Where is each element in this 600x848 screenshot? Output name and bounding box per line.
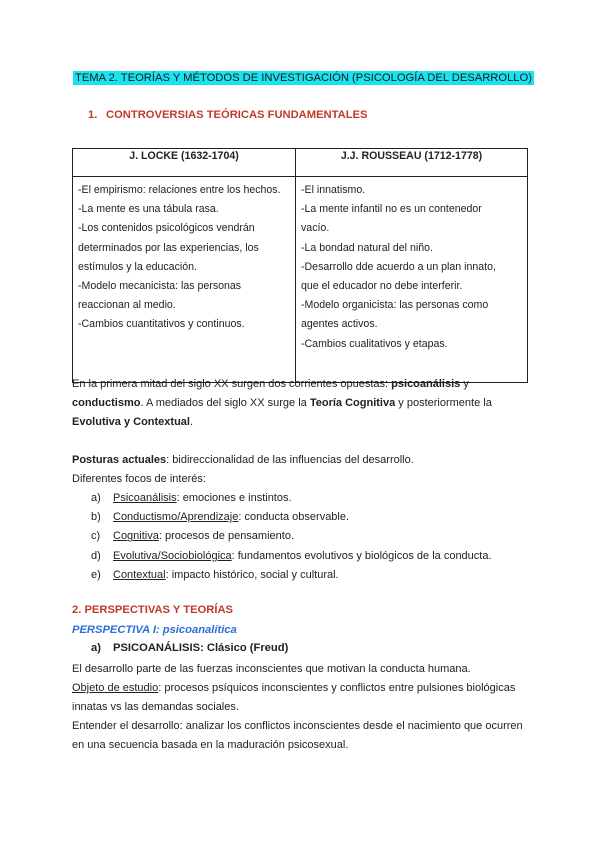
rousseau-line: -Cambios cualitativos y etapas.: [301, 337, 448, 350]
list-marker: b): [91, 511, 101, 524]
text-run: y posteriormente la: [395, 397, 492, 409]
bold-term: Posturas actuales: [72, 454, 167, 466]
locke-line: determinados por las experiencias, los: [78, 241, 259, 254]
subsection-marker: a): [91, 642, 101, 654]
list-item: [91, 508, 492, 527]
table-header-row: [73, 149, 528, 177]
header-rousseau: J.J. ROUSSEAU (1712-1778): [296, 149, 528, 177]
text-run: : bidireccionalidad de las influencias del desarrollo.: [166, 454, 414, 466]
document-title: TEMA 2. TEORÍAS Y MÉTODOS DE INVESTIGACIÓN (PSICOLOGÍA DEL DESARROLLO): [75, 72, 532, 84]
subsection-title: PSICOANÁLISIS: Clásico (Freud): [113, 642, 289, 654]
underlined-term: Objeto de estudio: [72, 682, 159, 694]
list-item: [91, 547, 492, 566]
text-line: El desarrollo parte de las fuerzas inconscientes que motivan la conducta humana.: [72, 663, 471, 675]
text-run: . A mediados del siglo XX surge la: [140, 397, 310, 409]
list-item: [91, 566, 492, 585]
rousseau-line: -Modelo organicista: las personas como: [301, 299, 489, 312]
list-marker: a): [91, 492, 101, 504]
text-line: innatas vs las demandas sociales.: [72, 701, 239, 713]
comparison-table: [72, 148, 528, 383]
paragraph-psychoanalysis: [72, 660, 523, 755]
text-run: y: [460, 378, 469, 390]
text-line: en una secuencia basada en la maduración psicosexual.: [72, 739, 349, 751]
section-1-heading: [88, 109, 367, 121]
paragraph-current-postures: [72, 451, 414, 489]
locke-line: -Cambios cuantitativos y continuos.: [78, 318, 245, 331]
header-locke: J. LOCKE (1632-1704): [73, 149, 296, 177]
list-term: Contextual: [113, 568, 166, 581]
bold-term: Teoría Cognitiva: [309, 397, 396, 409]
text-run: : procesos psíquicos inconscientes y conflictos entre pulsiones biológicas: [158, 682, 516, 694]
section-2-heading: 2. PERSPECTIVAS Y TEORÍAS: [72, 604, 234, 616]
list-term: Conductismo/Aprendizaje: [113, 511, 239, 524]
list-term: Cognitiva: [113, 530, 159, 543]
locke-line: -Modelo mecanicista: las personas: [78, 280, 242, 293]
rousseau-line: -El innatismo.: [301, 184, 366, 196]
table-row: [73, 177, 528, 383]
rousseau-line: -Desarrollo dde acuerdo a un plan innato,: [301, 260, 496, 273]
text-line: Diferentes focos de interés:: [72, 473, 206, 485]
locke-line: reaccionan al medio.: [78, 299, 176, 312]
text-run: En la primera mitad del siglo XX surgen dos corrientes opuestas:: [72, 378, 392, 390]
rousseau-line: agentes activos.: [301, 318, 378, 331]
list-item: [91, 489, 492, 508]
list-desc: : conducta observable.: [238, 511, 350, 524]
text-line: Entender el desarrollo: analizar los conflictos inconscientes desde el nacimiento que ocurren: [72, 720, 523, 732]
bold-term: conductismo: [72, 397, 141, 409]
section-1-title: CONTROVERSIAS TEÓRICAS FUNDAMENTALES: [106, 109, 368, 121]
locke-line: -La mente es una tábula rasa.: [78, 203, 219, 216]
bold-term: psicoanálisis: [391, 378, 461, 390]
bold-term: Evolutiva y Contextual: [72, 416, 190, 428]
list-desc: : impacto histórico, social y cultural.: [165, 568, 339, 581]
section-1-number: 1.: [88, 109, 98, 121]
rousseau-line: que el educador no debe interferir.: [301, 280, 463, 293]
locke-line: estímulos y la educación.: [78, 260, 197, 273]
cell-locke: [73, 177, 296, 383]
locke-line: -Los contenidos psicológicos vendrán: [78, 222, 255, 235]
text-run: .: [189, 416, 194, 428]
rousseau-line: vacío.: [301, 222, 330, 235]
list-marker: e): [91, 568, 101, 581]
rousseau-line: -La bondad natural del niño.: [301, 241, 433, 254]
list-item: [91, 527, 492, 546]
list-term: Psicoanálisis: [113, 492, 177, 504]
list-term: Evolutiva/Sociobiológica: [113, 549, 232, 562]
paragraph-history: [72, 375, 492, 432]
list-desc: : emociones e instintos.: [176, 492, 292, 504]
perspective-heading: PERSPECTIVA I: psicoanalítica: [72, 624, 237, 636]
list-marker: c): [91, 530, 101, 543]
rousseau-line: -La mente infantil no es un contenedor: [301, 203, 482, 216]
list-desc: : fundamentos evolutivos y biológicos de la conducta.: [231, 549, 492, 562]
subsection-heading: [91, 642, 288, 654]
locke-line: -El empirismo: relaciones entre los hechos.: [78, 184, 281, 196]
list-desc: : procesos de pensamiento.: [158, 530, 294, 543]
focus-list: [91, 489, 492, 585]
cell-rousseau: [296, 177, 528, 383]
list-marker: d): [91, 549, 101, 562]
